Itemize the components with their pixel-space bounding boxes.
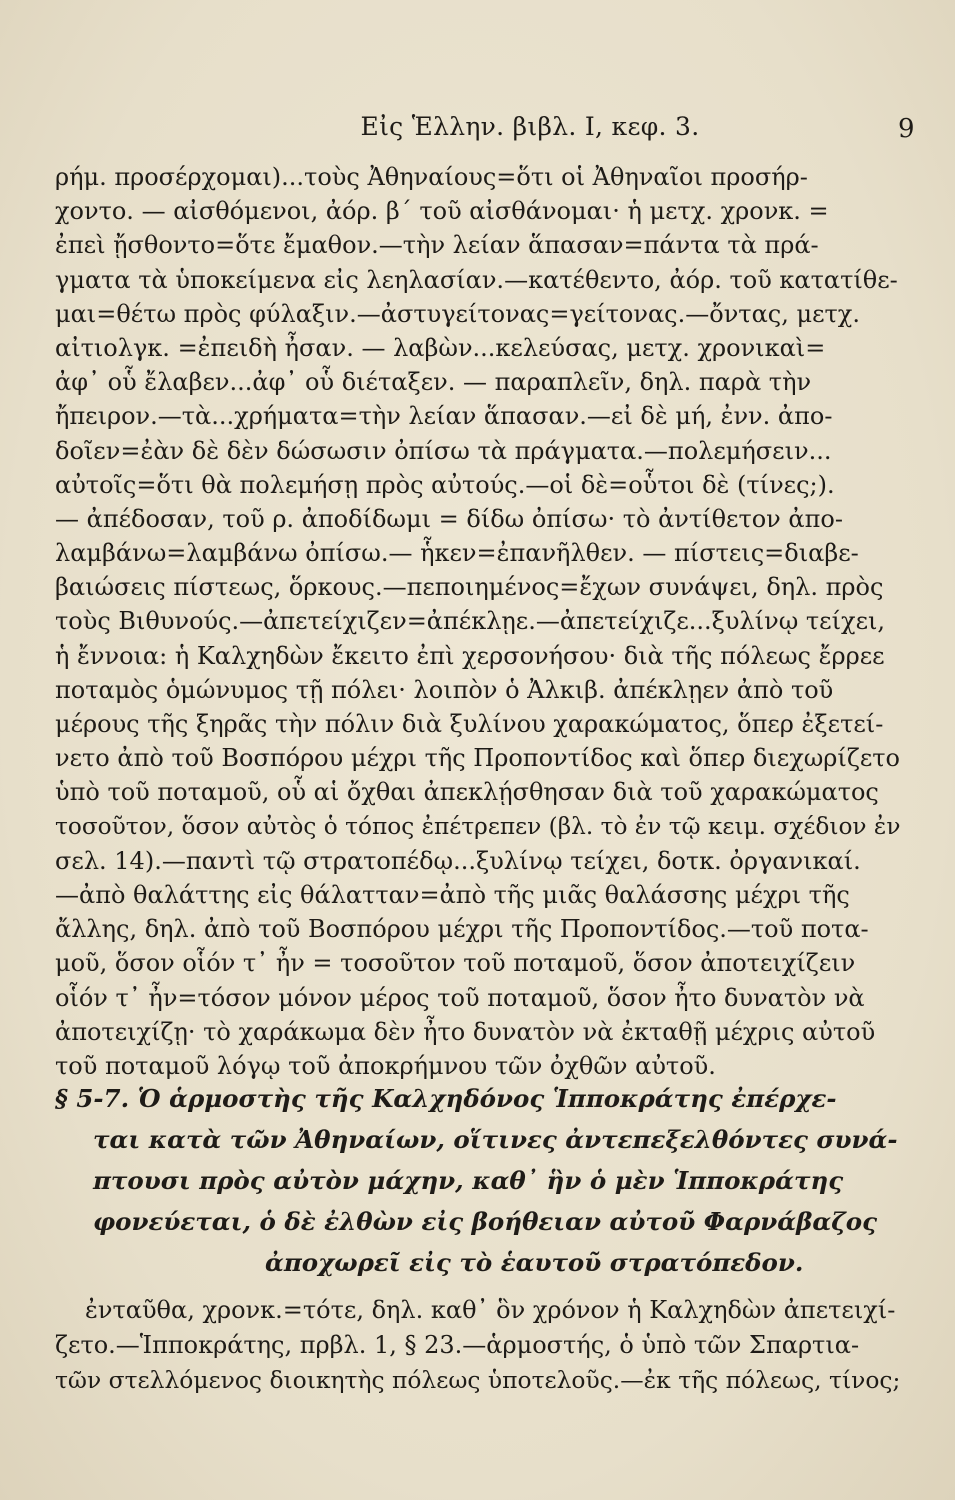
- text-line: χοντο. — αἰσθόμενοι, ἀόρ. β´ τοῦ αἰσθάνομαι· ἡ μετχ. χρονκ. =: [55, 197, 829, 226]
- text-line: αὐτοῖς=ὅτι θὰ πολεμήσῃ πρὸς αὐτούς.—οἱ δὲ=οὗτοι δὲ (τίνες;).: [55, 470, 835, 499]
- text-line: τοσοῦτον, ὅσον αὐτὸς ὁ τόπος ἐπέτρεπεν (βλ. τὸ ἐν τῷ κειμ. σχέδιον ἐν: [55, 812, 901, 840]
- text-line: ζετο.—Ἱπποκράτης, πρβλ. 1, § 23.—ἁρμοστής, ὁ ὑπὸ τῶν Σπαρτια-: [55, 1331, 860, 1359]
- text-line: ἐνταῦθα, χρονκ.=τότε, δηλ. καθ᾽ ὃν χρόνον ἡ Καλχηδὼν ἀπετειχί-: [85, 1296, 896, 1324]
- text-line: ὑπὸ τοῦ ποταμοῦ, οὗ αἱ ὄχθαι ἀπεκλῄσθησαν διὰ τοῦ χαρακώματος: [55, 778, 879, 807]
- text-line: ἄλλης, δηλ. ἀπὸ τοῦ Βοσπόρου μέχρι τῆς Προποντίδος.—τοῦ ποτα-: [55, 915, 869, 944]
- heading-line: ἀποχωρεῖ εἰς τὸ ἑαυτοῦ στρατόπεδον.: [265, 1248, 804, 1277]
- section-notes: [55, 1293, 905, 1398]
- text-line: γματα τὰ ὑποκείμενα εἰς λεηλασίαν.—κατέθεντο, ἀόρ. τοῦ κατατίθε-: [55, 265, 898, 294]
- text-line: σελ. 14).—παντὶ τῷ στρατοπέδῳ...ξυλίνῳ τείχει, δοτκ. ὀργανικαί.: [55, 846, 861, 875]
- text-line: δοῖεν=ἐὰν δὲ δὲν δώσωσιν ὀπίσω τὰ πράγματα.—πολεμήσειν...: [55, 436, 832, 465]
- text-line: τῶν στελλόμενος διοικητὴς πόλεως ὑποτελοῦς.—ἐκ τῆς πόλεως, τίνος;: [55, 1366, 901, 1394]
- commentary-notes: [55, 160, 905, 1083]
- running-header: Εἰς Ἑλλην. βιβλ. Ι, κεφ. 3.: [360, 112, 700, 141]
- text-line: μαι=θέτω πρὸς φύλαξιν.—ἀστυγείτονας=γείτονας.—ὄντας, μετχ.: [55, 299, 860, 328]
- text-line: ἐπεὶ ᾔσθοντο=ὅτε ἔμαθον.—τὴν λείαν ἅπασαν=πάντα τὰ πρά-: [55, 231, 819, 260]
- text-line: οἷόν τ᾽ ἦν=τόσον μόνον μέρος τοῦ ποταμοῦ, ὅσον ἦτο δυνατὸν νὰ: [55, 983, 865, 1012]
- text-line: ἀποτειχίζῃ· τὸ χαράκωμα δὲν ἦτο δυνατὸν νὰ ἐκταθῇ μέχρις αὐτοῦ: [55, 1017, 876, 1046]
- text-line: ποταμὸς ὁμώνυμος τῇ πόλει· λοιπὸν ὁ Ἀλκιβ. ἀπέκλῃεν ἀπὸ τοῦ: [55, 675, 834, 704]
- text-line: νετο ἀπὸ τοῦ Βοσπόρου μέχρι τῆς Προποντίδος καὶ ὅπερ διεχωρίζετο: [55, 744, 900, 773]
- text-line: τοῦ ποταμοῦ λόγῳ τοῦ ἀποκρήμνου τῶν ὀχθῶν αὐτοῦ.: [55, 1051, 716, 1080]
- text-line: μέρους τῆς ξηρᾶς τὴν πόλιν διὰ ξυλίνου χαρακώματος, ὅπερ ἐξετεί-: [55, 710, 884, 738]
- text-line: αἰτιολγκ. =ἐπειδὴ ἦσαν. — λαβὼν...κελεύσας, μετχ. χρονικαὶ=: [55, 333, 826, 362]
- section-summary-heading: [55, 1078, 905, 1283]
- text-line: ἡ ἔννοια: ἡ Καλχηδὼν ἔκειτο ἐπὶ χερσονήσου· διὰ τῆς πόλεως ἔρρεε: [55, 641, 885, 670]
- heading-line: πτουσι πρὸς αὐτὸν μάχην, καθ᾽ ἣν ὁ μὲν Ἱπποκράτης: [93, 1166, 844, 1195]
- text-line: λαμβάνω=λαμβάνω ὀπίσω.— ἧκεν=ἐπανῆλθεν. — πίστεις=διαβε-: [55, 539, 859, 568]
- heading-line: ται κατὰ τῶν Ἀθηναίων, οἵτινες ἀντεπεξελθόντες συνά-: [93, 1125, 898, 1154]
- page-number: 9: [898, 114, 915, 144]
- text-line: ἀφ᾽ οὗ ἔλαβεν...ἀφ᾽ οὗ διέταξεν. — παραπλεῖν, δηλ. παρὰ τὴν: [55, 368, 812, 397]
- text-line: τοὺς Βιθυνούς.—ἀπετείχιζεν=ἀπέκλῃε.—ἀπετείχιζε...ξυλίνῳ τείχει,: [55, 607, 886, 636]
- heading-line: § 5-7. Ὁ ἁρμοστὴς τῆς Καλχηδόνος Ἱπποκράτης ἐπέρχε-: [55, 1084, 837, 1113]
- text-line: ἤπειρον.—τὰ...χρήματα=τὴν λείαν ἅπασαν.—εἰ δὲ μή, ἐνν. ἀπο-: [55, 402, 833, 431]
- text-line: μοῦ, ὅσον οἷόν τ᾽ ἦν = τοσοῦτον τοῦ ποταμοῦ, ὅσον ἀποτειχίζειν: [55, 949, 856, 978]
- text-line: βαιώσεις πίστεως, ὅρκους.—πεποιημένος=ἔχων συνάψει, δηλ. πρὸς: [55, 573, 884, 602]
- text-line: —ἀπὸ θαλάττης εἰς θάλατταν=ἀπὸ τῆς μιᾶς θαλάσσης μέχρι τῆς: [55, 880, 850, 909]
- text-line: — ἀπέδοσαν, τοῦ ρ. ἀποδίδωμι = δίδω ὀπίσω· τὸ ἀντίθετον ἀπο-: [55, 504, 843, 533]
- text-line: ρήμ. προσέρχομαι)...τοὺς Ἀθηναίους=ὅτι οἱ Ἀθηναῖοι προσήρ-: [55, 163, 808, 191]
- heading-line: φονεύεται, ὁ δὲ ἐλθὼν εἰς βοήθειαν αὐτοῦ Φαρνάβαζος: [93, 1207, 877, 1236]
